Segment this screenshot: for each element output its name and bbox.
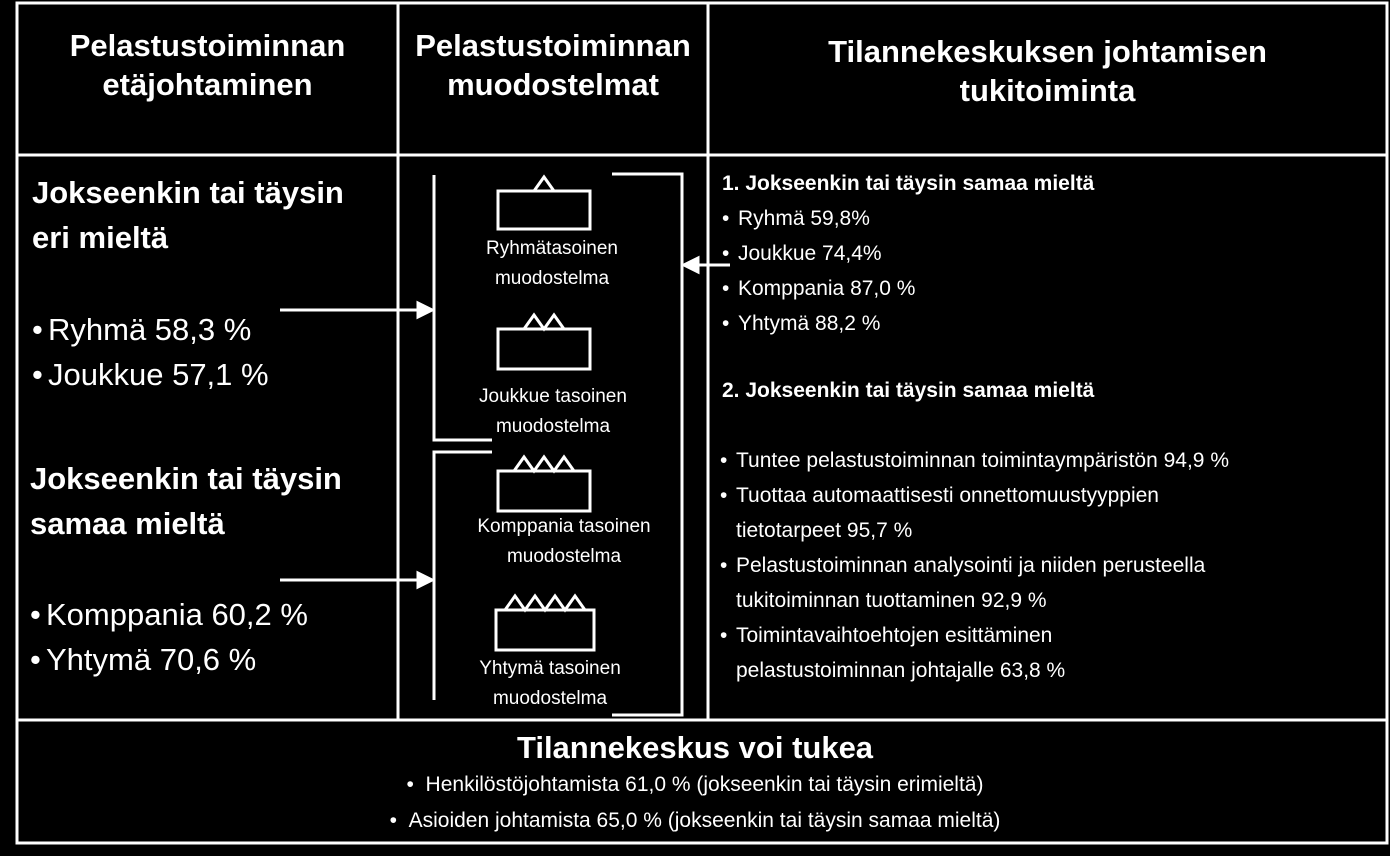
agree-item: • Yhtymä 70,6 % bbox=[30, 637, 350, 682]
arrow-head-1 bbox=[418, 303, 432, 317]
agree-item: • Komppania 60,2 % bbox=[30, 592, 350, 637]
outer-border bbox=[17, 3, 1387, 843]
unit-label-line2: muodostelma bbox=[494, 268, 610, 289]
header-col3 bbox=[708, 32, 1387, 110]
section1-item: • Yhtymä 88,2 % bbox=[722, 306, 1362, 341]
left-block-disagree bbox=[32, 170, 392, 260]
squad-unit-icon bbox=[498, 177, 590, 229]
header-col2 bbox=[398, 26, 708, 104]
arrow-head-3 bbox=[684, 258, 698, 272]
footer-item: • Asioiden johtamista 65,0 % (jokseenkin tai täysin samaa mieltä) bbox=[389, 809, 1001, 832]
header-col3-line2: tukitoiminta bbox=[959, 73, 1136, 108]
section1-item: • Komppania 87,0 % bbox=[722, 271, 1362, 306]
disagree-item: • Ryhmä 58,3 % bbox=[32, 307, 332, 352]
footer-title: Tilannekeskus voi tukea bbox=[516, 730, 874, 765]
platoon-unit-icon bbox=[498, 315, 590, 369]
section2-item: • Pelastustoiminnan analysointi ja niiden perusteella tukitoiminnan tuottaminen 92,9 % bbox=[720, 548, 1380, 618]
disagree-title-line1: Jokseenkin tai täysin bbox=[32, 175, 344, 210]
company-unit-icon bbox=[498, 457, 590, 511]
arrow-head-2 bbox=[418, 573, 432, 587]
footer-bullet: • bbox=[389, 809, 409, 832]
section2-item: • Tuntee pelastustoiminnan toimintaympäristön 94,9 % bbox=[720, 443, 1380, 478]
unit-label-line1: Yhtymä tasoinen bbox=[479, 658, 621, 679]
agree-title-line2: samaa mieltä bbox=[30, 506, 225, 541]
unit-label-platoon bbox=[443, 382, 663, 442]
header-col2-line1: Pelastustoiminnan bbox=[415, 28, 691, 63]
left-block-agree bbox=[30, 456, 390, 546]
unit-label-squad bbox=[442, 234, 662, 294]
header-col1-line2: etäjohtaminen bbox=[102, 67, 313, 102]
header-col1-line1: Pelastustoiminnan bbox=[69, 28, 346, 63]
disagree-item: • Joukkue 57,1 % bbox=[32, 352, 332, 397]
unit-label-line2: muodostelma bbox=[492, 688, 608, 709]
unit-label-line2: muodostelma bbox=[495, 416, 611, 437]
unit-label-line2: muodostelma bbox=[506, 546, 622, 567]
agree-title-line1: Jokseenkin tai täysin bbox=[30, 461, 342, 496]
header-col1 bbox=[17, 26, 398, 104]
brigade-unit-icon bbox=[496, 596, 594, 650]
disagree-list bbox=[32, 307, 332, 397]
section2-item: • Toimintavaihtoehtojen esittäminen pelastustoiminnan johtajalle 63,8 % bbox=[720, 618, 1380, 688]
unit-label-line1: Komppania tasoinen bbox=[477, 516, 651, 537]
right-section1-title: 1. Jokseenkin tai täysin samaa mieltä bbox=[722, 172, 1095, 195]
right-section1-list bbox=[722, 201, 1362, 341]
right-section2-title: 2. Jokseenkin tai täysin samaa mieltä bbox=[722, 379, 1095, 402]
unit-label-line1: Joukkue tasoinen bbox=[479, 386, 627, 407]
agree-list bbox=[30, 592, 350, 682]
section2-item: • Tuottaa automaattisesti onnettomuustyyppien tietotarpeet 95,7 % bbox=[720, 478, 1380, 548]
disagree-title-line2: eri mieltä bbox=[32, 220, 169, 255]
footer-item: • Henkilöstöjohtamista 61,0 % (jokseenkin tai täysin erimieltä) bbox=[406, 773, 984, 796]
header-col3-line1: Tilannekeskuksen johtamisen bbox=[828, 34, 1267, 69]
header-col2-line2: muodostelmat bbox=[447, 67, 659, 102]
footer-bullet: • bbox=[406, 773, 426, 796]
section1-item: • Ryhmä 59,8% bbox=[722, 201, 1362, 236]
right-section2-list bbox=[720, 443, 1380, 688]
unit-label-brigade bbox=[440, 654, 660, 714]
section1-item: • Joukkue 74,4% bbox=[722, 236, 1362, 271]
unit-label-line1: Ryhmätasoinen bbox=[485, 238, 619, 259]
unit-label-company bbox=[454, 512, 674, 572]
